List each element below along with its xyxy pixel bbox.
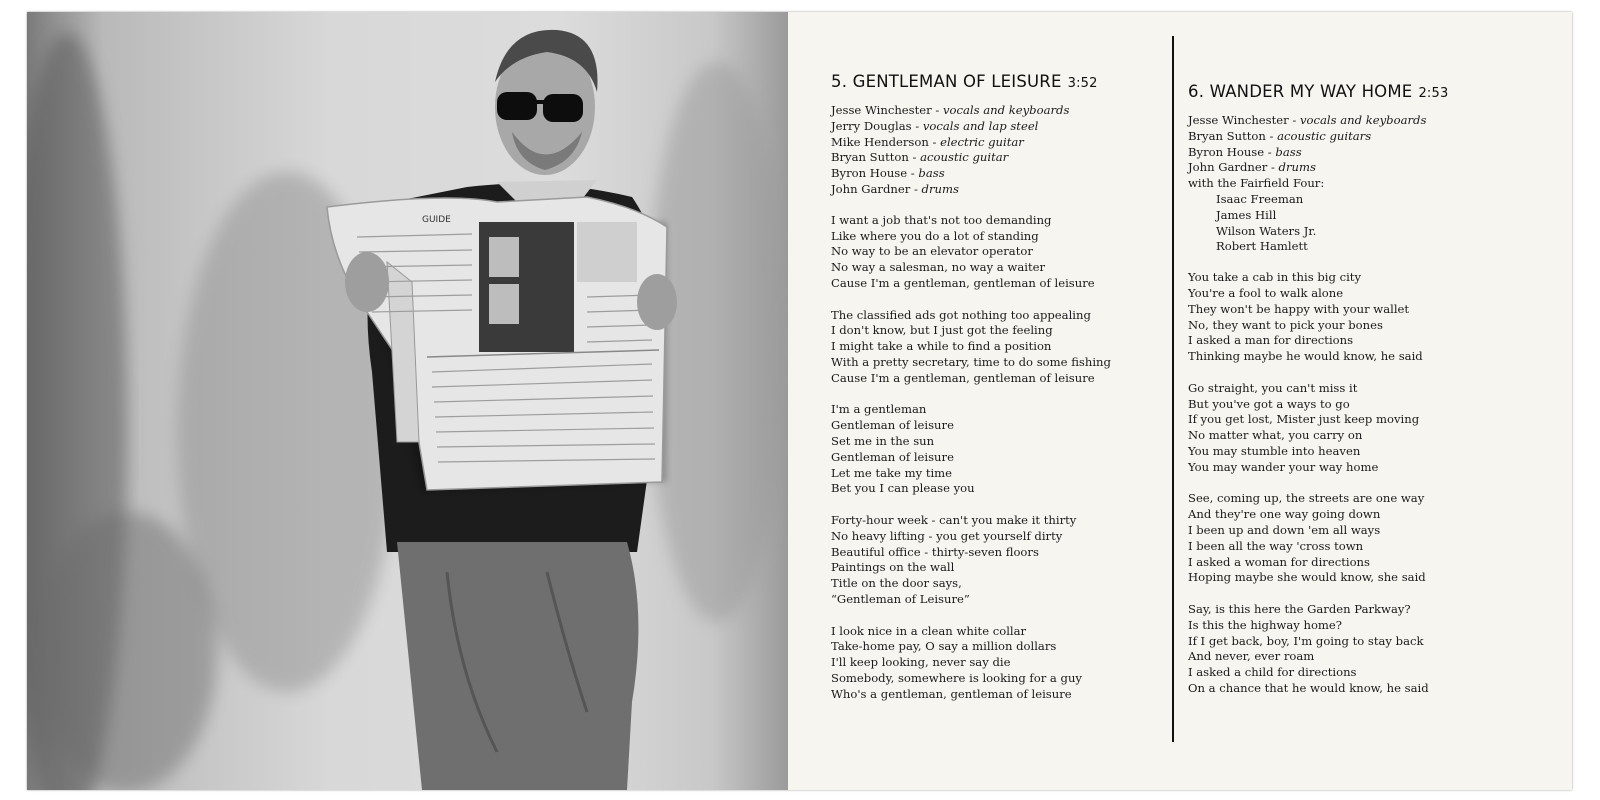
lyric-line: Bet you I can please you (831, 481, 975, 496)
lyric-line: I been up and down 'em all ways (1188, 522, 1381, 537)
lyrics-verse (1188, 491, 1548, 586)
credit-line: Byron House - bass (1188, 144, 1302, 159)
lyric-line: No way to be an elevator operator (831, 244, 1033, 259)
lyric-line: They won't be happy with your wallet (1188, 301, 1410, 316)
credits-list (831, 103, 1191, 198)
lyric-line: Who's a gentleman, gentleman of leisure (831, 686, 1072, 701)
lyric-line: Gentleman of leisure (831, 418, 954, 433)
lyrics-verse (1188, 270, 1548, 365)
lyric-line: Gentleman of leisure (831, 449, 954, 464)
credit-line: Jesse Winchester - vocals and keyboards (1188, 113, 1427, 127)
cd-booklet-spread (27, 12, 1572, 790)
credit-line: Byron House - bass (831, 166, 945, 181)
lyric-line: I want a job that's not too demanding (831, 212, 1052, 227)
group-member: Wilson Waters Jr. (1216, 223, 1317, 238)
lyric-line: With a pretty secretary, time to do some fishing (831, 354, 1111, 369)
lyric-line: Say, is this here the Garden Parkway? (1188, 601, 1411, 616)
lyric-line: “Gentleman of Leisure” (831, 591, 970, 606)
lyric-line: Set me in the sun (831, 433, 935, 448)
lyrics-verse (831, 213, 1191, 292)
song-title (1188, 82, 1548, 101)
credit-line: John Gardner - drums (831, 181, 959, 196)
lyric-line: Let me take my time (831, 465, 953, 480)
song-title (831, 72, 1191, 91)
lyrics-verse (831, 513, 1191, 608)
lyric-line: If you get lost, Mister just keep moving (1188, 412, 1420, 427)
lyrics-verse (831, 308, 1191, 387)
credit-line: Bryan Sutton - acoustic guitar (831, 150, 1009, 165)
lyrics-verse (831, 624, 1191, 703)
lyric-line: You're a fool to walk alone (1188, 285, 1344, 300)
lyric-line: I asked a man for directions (1188, 333, 1354, 348)
lyric-line: No heavy lifting - you get yourself dirty (831, 528, 1063, 543)
lyric-line: I asked a woman for directions (1188, 554, 1370, 569)
group-member: James Hill (1216, 207, 1277, 222)
lyric-line: On a chance that he would know, he said (1188, 680, 1429, 695)
lyric-line: You may stumble into heaven (1188, 443, 1361, 458)
credit-line: with the Fairfield Four: (1188, 176, 1325, 191)
lyric-line: Is this the highway home? (1188, 617, 1343, 632)
credits-list (1188, 113, 1548, 255)
lyrics-chorus (831, 402, 1191, 497)
credit-line: Jerry Douglas - vocals and lap steel (831, 118, 1039, 133)
song-6-column (1188, 82, 1548, 712)
credit-line: John Gardner - drums (1188, 160, 1316, 175)
credit-line: Jesse Winchester - vocals and keyboards (831, 103, 1070, 117)
song-duration: 2:53 (1418, 86, 1449, 101)
lyric-line: I'm a gentleman (831, 402, 927, 417)
lyric-line: I don't know, but I just got the feeling (831, 323, 1053, 338)
lyric-line: No, they want to pick your bones (1188, 317, 1383, 332)
lyric-line: If I get back, boy, I'm going to stay back (1188, 633, 1424, 648)
song-number-title: 5. GENTLEMAN OF LEISURE (831, 72, 1062, 91)
group-member: Robert Hamlett (1216, 239, 1308, 254)
lyric-line: Forty-hour week - can't you make it thirty (831, 512, 1077, 527)
lyric-line: And never, ever roam (1188, 649, 1315, 664)
newspaper-masthead: GUIDE (422, 215, 451, 225)
man-reading-newspaper-photo (27, 12, 788, 790)
lyric-line: I look nice in a clean white collar (831, 623, 1027, 638)
lyrics-chorus (1188, 381, 1548, 476)
lyric-line: I might take a while to find a position (831, 339, 1052, 354)
song-number-title: 6. WANDER MY WAY HOME (1188, 82, 1413, 101)
lyric-line: I'll keep looking, never say die (831, 655, 1011, 670)
lyric-line: Like where you do a lot of standing (831, 228, 1039, 243)
credit-line: Mike Henderson - electric guitar (831, 134, 1024, 149)
lyric-line: Title on the door says, (831, 576, 962, 591)
song-5-column (831, 72, 1191, 718)
lyric-line: And they're one way going down (1188, 507, 1381, 522)
lyric-line: Hoping maybe she would know, she said (1188, 570, 1426, 585)
lyric-line: No way a salesman, no way a waiter (831, 260, 1046, 275)
lyrics-page (788, 12, 1572, 790)
booklet-photo (27, 12, 788, 790)
credit-line: Bryan Sutton - acoustic guitars (1188, 128, 1372, 143)
lyric-line: Go straight, you can't miss it (1188, 380, 1358, 395)
lyric-line: Take-home pay, O say a million dollars (831, 639, 1057, 654)
lyric-line: I been all the way 'cross town (1188, 538, 1364, 553)
song-duration: 3:52 (1067, 76, 1098, 91)
lyric-line: Somebody, somewhere is looking for a guy (831, 670, 1082, 685)
lyric-line: You may wander your way home (1188, 459, 1379, 474)
group-member: Isaac Freeman (1216, 191, 1304, 206)
lyric-line: I asked a child for directions (1188, 665, 1357, 680)
lyric-line: No matter what, you carry on (1188, 428, 1363, 443)
lyrics-verse (1188, 602, 1548, 697)
lyric-line: The classified ads got nothing too appealing (831, 307, 1091, 322)
lyric-line: But you've got a ways to go (1188, 396, 1350, 411)
lyric-line: Cause I'm a gentleman, gentleman of leisure (831, 275, 1095, 290)
lyric-line: Beautiful office - thirty-seven floors (831, 544, 1039, 559)
lyric-line: Paintings on the wall (831, 560, 955, 575)
lyric-line: Cause I'm a gentleman, gentleman of leisure (831, 370, 1095, 385)
lyric-line: See, coming up, the streets are one way (1188, 491, 1425, 506)
lyric-line: You take a cab in this big city (1188, 270, 1362, 285)
lyric-line: Thinking maybe he would know, he said (1188, 349, 1423, 364)
